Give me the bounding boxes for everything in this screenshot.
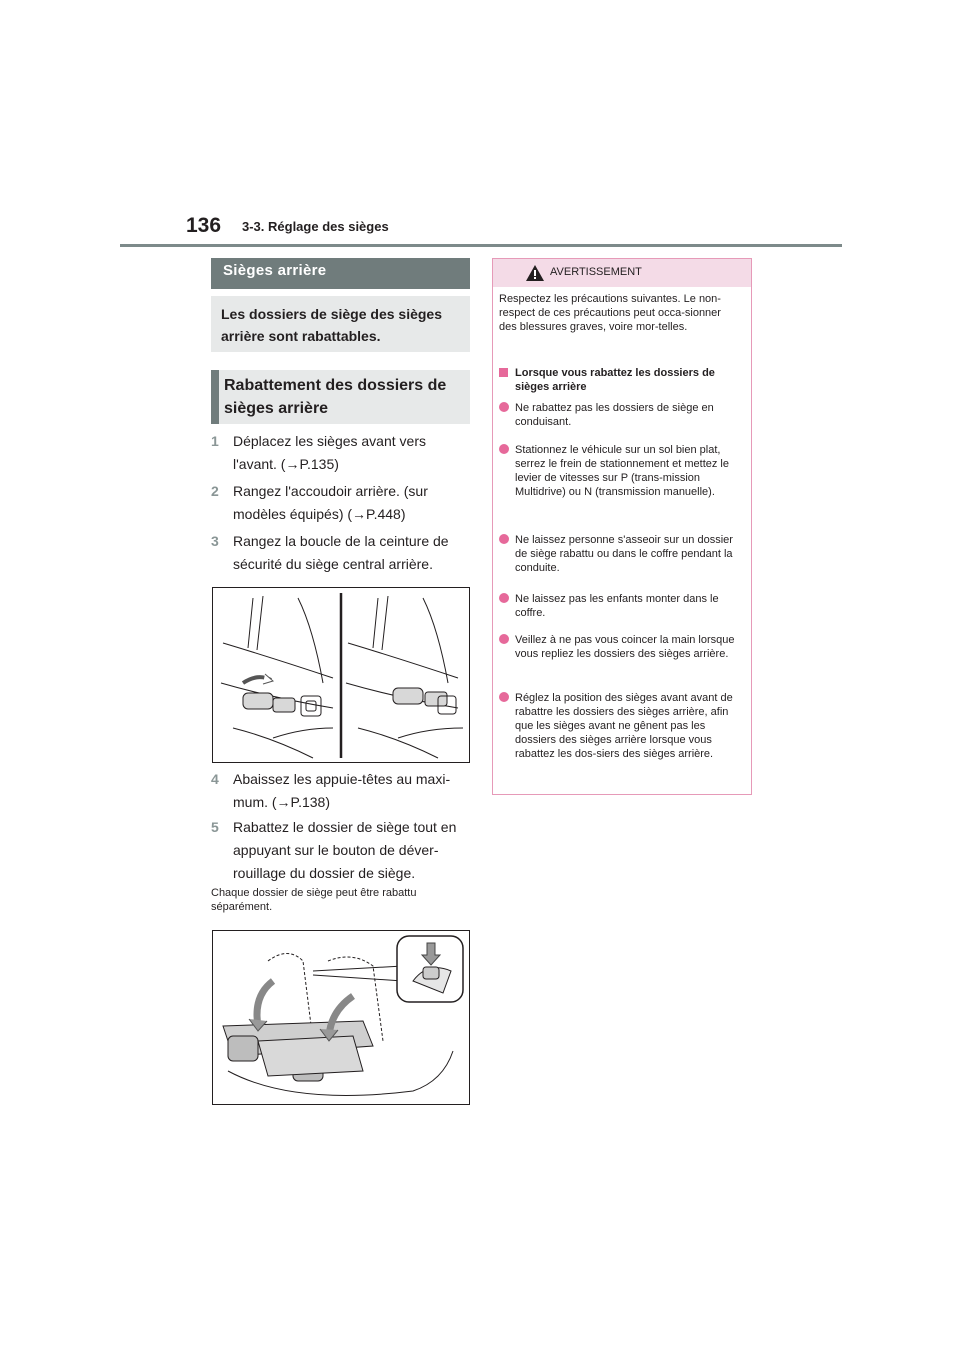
step-text: Déplacez les sièges avant vers l'avant. (→P.135) bbox=[233, 433, 426, 472]
section-header: 3-3. Réglage des sièges bbox=[242, 219, 389, 234]
subheading-accent-bar bbox=[211, 370, 219, 424]
note-text: Chaque dossier de siège peut être rabattu séparément. bbox=[211, 887, 417, 913]
subheading-box bbox=[211, 370, 470, 424]
step-number: 3 bbox=[211, 533, 219, 549]
section-title-bar bbox=[211, 258, 470, 289]
circle-bullet-icon bbox=[499, 692, 509, 702]
warning-item: Ne rabattez pas les dossiers de siège en conduisant. bbox=[499, 401, 744, 429]
step-1 bbox=[211, 430, 473, 476]
step-text: Abaissez les appuie-têtes au maxi-mum. (→P.138) bbox=[233, 771, 451, 810]
subheading-text: Rabattement des dossiers de sièges arrière bbox=[224, 377, 447, 417]
seatbelt-buckle-drawing bbox=[213, 588, 469, 762]
step-number: 4 bbox=[211, 771, 219, 787]
step-text: Rangez l'accoudoir arrière. (sur modèles équipés) (→P.448) bbox=[233, 483, 428, 522]
header-divider bbox=[120, 244, 842, 247]
intro-box bbox=[211, 296, 470, 352]
circle-bullet-icon bbox=[499, 402, 509, 412]
step-5 bbox=[211, 816, 473, 885]
page-number: 136 bbox=[186, 214, 222, 237]
section-title: Sièges arrière bbox=[223, 262, 327, 279]
seatback-folding-drawing bbox=[213, 931, 469, 1104]
warning-label: AVERTISSEMENT bbox=[550, 266, 642, 278]
warning-item: Ne laissez pas les enfants monter dans le coffre. bbox=[499, 592, 744, 620]
warning-subheading-text: Lorsque vous rabattez les dossiers de sièges arrière bbox=[515, 367, 715, 393]
step-text: Rabattez le dossier de siège tout en appuyant sur le bouton de déver-rouillage du dossier de siège. bbox=[233, 819, 457, 881]
warning-triangle-icon bbox=[526, 265, 544, 281]
step-number: 2 bbox=[211, 483, 219, 499]
circle-bullet-icon bbox=[499, 534, 509, 544]
warning-item: Veillez à ne pas vous coincer la main lorsque vous repliez les dossiers des sièges arrière. bbox=[499, 633, 744, 661]
warning-item: Stationnez le véhicule sur un sol bien plat, serrez le frein de stationnement et mettez le levier de vitesses sur P (trans-mission Multidrive) ou N (transmission manuelle). bbox=[499, 443, 744, 499]
square-bullet-icon bbox=[499, 368, 508, 377]
warning-item: Réglez la position des sièges avant avant de rabattre les dossiers des sièges arrière, afin que les sièges avant ne gênent pas les dossiers des sièges arrière lorsque vous rabattez les dos-siers des sièges arrière. bbox=[499, 691, 744, 761]
circle-bullet-icon bbox=[499, 593, 509, 603]
warning-box bbox=[492, 258, 752, 795]
step-text: Rangez la boucle de la ceinture de sécurité du siège central arrière. bbox=[233, 533, 449, 572]
step-4 bbox=[211, 768, 473, 814]
step-2 bbox=[211, 480, 473, 526]
warning-header bbox=[493, 259, 751, 287]
circle-bullet-icon bbox=[499, 634, 509, 644]
step-3 bbox=[211, 530, 473, 576]
seatbelt-buckle-illustration bbox=[212, 587, 470, 763]
warning-item: Ne laissez personne s'asseoir sur un dossier de siège rabattu ou dans le coffre pendant la conduite. bbox=[499, 533, 744, 575]
step-number: 1 bbox=[211, 433, 219, 449]
seatback-folding-illustration bbox=[212, 930, 470, 1105]
step-number: 5 bbox=[211, 819, 219, 835]
circle-bullet-icon bbox=[499, 444, 509, 454]
warning-intro: Respectez les précautions suivantes. Le non-respect de ces précautions peut occa-sionner des blessures graves, voire mor-telles. bbox=[499, 293, 721, 333]
intro-text: Les dossiers de siège des sièges arrière sont rabattables. bbox=[221, 306, 443, 344]
warning-subheading bbox=[499, 366, 744, 394]
